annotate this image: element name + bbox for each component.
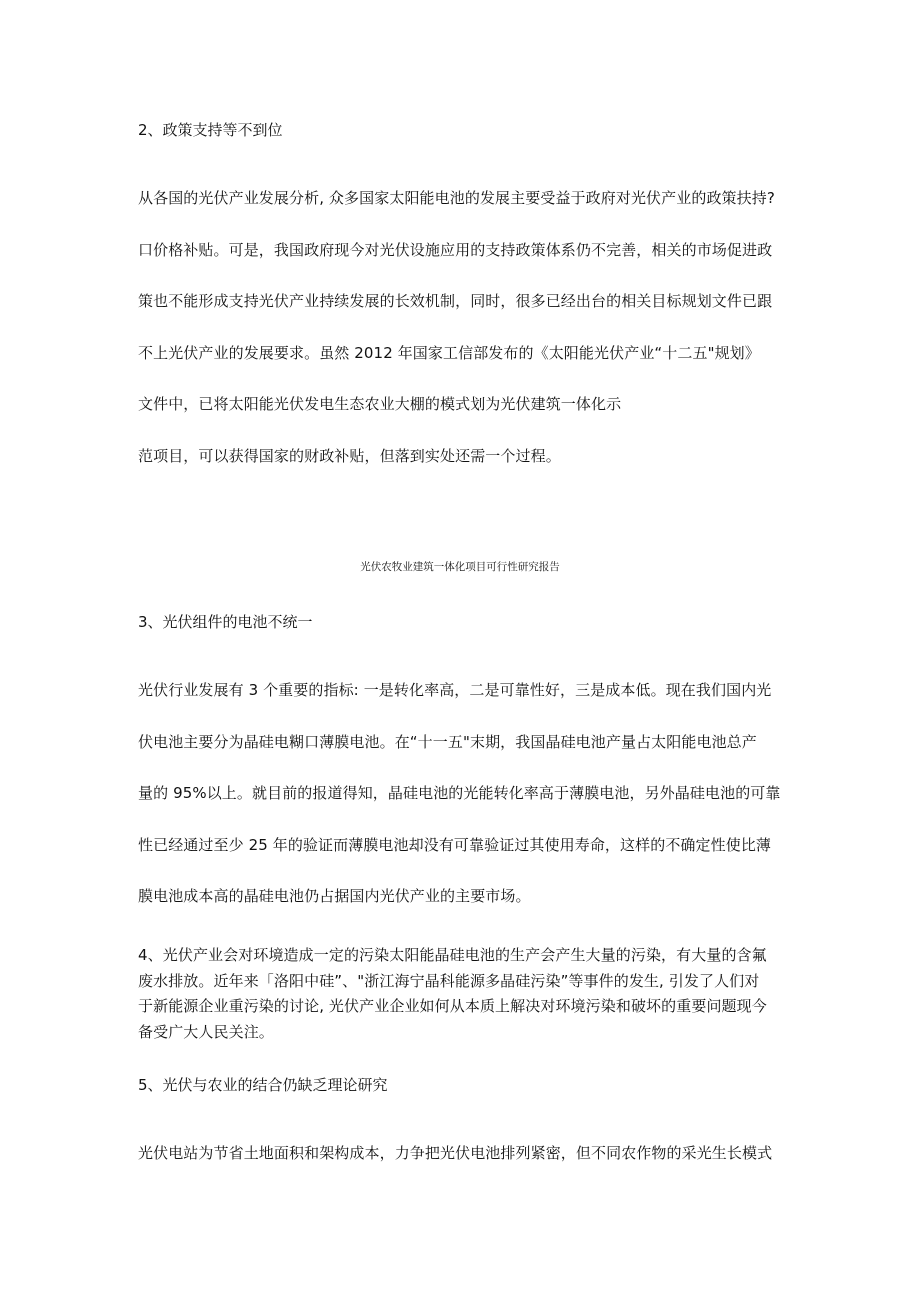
paragraph-line: 从各国的光伏产业发展分析, 众多国家太阳能电池的发展主要受益于政府对光伏产业的政策扶持? xyxy=(138,189,775,207)
section-heading-agri-research: 5、光伏与农业的结合仍缺乏理论研究 xyxy=(138,1076,388,1094)
paragraph-line: 文件中，已将太阳能光伏发电生态农业大棚的模式划为光伏建筑一体化示 xyxy=(138,395,622,413)
paragraph-line: 膜电池成本高的晶硅电池仍占据国内光伏产业的主要市场。 xyxy=(138,887,531,905)
paragraph-line: 范项目，可以获得国家的财政补贴，但落到实处还需一个过程。 xyxy=(138,446,561,465)
paragraph-line: 光伏行业发展有 3 个重要的指标: 一是转化率高，二是可靠性好，三是成本低。现在我们国内光 xyxy=(138,681,772,699)
paragraph-line: 伏电池主要分为晶硅电糊口薄膜电池。在“十一五"末期，我国晶硅电池产量占太阳能电池总产 xyxy=(138,732,757,751)
paragraph-line: 策也不能形成支持光伏产业持续发展的长效机制，同时，很多已经出台的相关目标规划文件已跟 xyxy=(138,292,773,310)
paragraph-pollution xyxy=(138,945,798,1047)
section-heading-cell-types: 3、光伏组件的电池不统一 xyxy=(138,613,313,631)
paragraph-line: 量的 95%以上。就目前的报道得知，晶硅电池的光能转化率高于薄膜电池，另外晶硅电池的可靠 xyxy=(138,784,781,802)
paragraph-line: 光伏电站为节省土地面积和架构成本，力争把光伏电池排列紧密，但不同农作物的采光生长模式 xyxy=(138,1144,773,1162)
paragraph-line: 口价格补贴。可是，我国政府现今对光伏设施应用的支持政策体系仍不完善，相关的市场促进政 xyxy=(138,240,773,259)
section-heading-policy-support: 2、政策支持等不到位 xyxy=(138,121,283,139)
paragraph-line: 4、光伏产业会对环境造成一定的污染太阳能晶硅电池的生产会产生大量的污染，有大量的含氟 xyxy=(138,946,767,964)
paragraph-line: 于新能源企业重污染的讨论, 光伏产业企业如何从本质上解决对环境污染和破坏的重要问题现今 xyxy=(138,997,767,1015)
running-header: 光伏农牧业建筑一体化项目可行性研究报告 xyxy=(360,561,560,573)
paragraph-policy-support xyxy=(138,188,798,497)
paragraph-agri-research xyxy=(138,1143,798,1195)
paragraph-cell-types xyxy=(138,680,798,938)
paragraph-line: 备受广大人民关注。 xyxy=(138,1022,274,1041)
paragraph-line: 不上光伏产业的发展要求。虽然 2012 年国家工信部发布的《太阳能光伏产业“十二五"规划》 xyxy=(138,343,760,362)
paragraph-line: 性已经通过至少 25 年的验证而薄膜电池却没有可靠验证过其使用寿命，这样的不确定性使比薄 xyxy=(138,835,772,854)
paragraph-line: 废水排放。近年来「洛阳中硅”、"浙江海宁晶科能源多晶硅污染”等事件的发生, 引发了人们对 xyxy=(138,971,760,990)
